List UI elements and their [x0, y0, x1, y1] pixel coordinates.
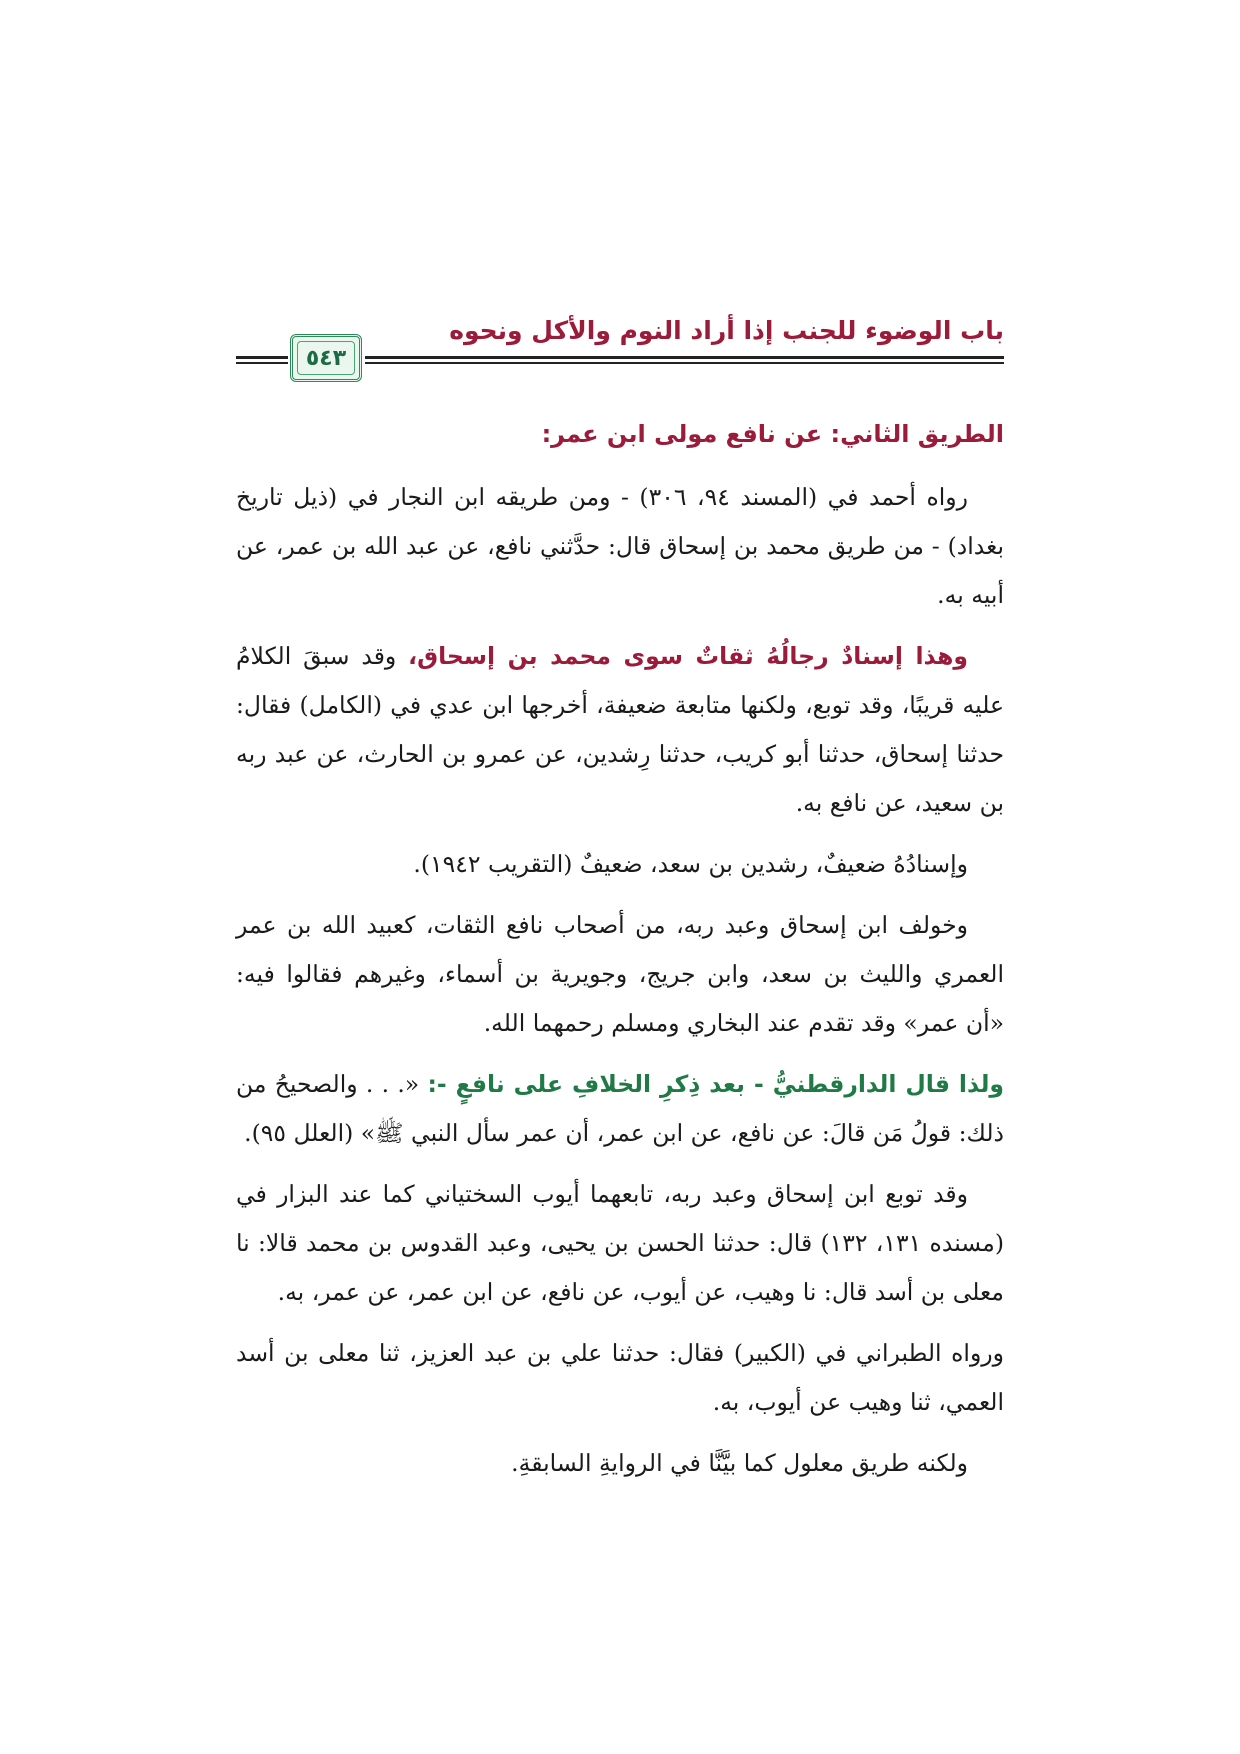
paragraph-2	[236, 632, 1004, 828]
paragraph-5-text: «. . . والصحيحُ من ذلك: قولُ مَن قالَ: عن نافع، عن ابن عمر، أن عمر سأل النبي ﷺ» (العلل ٩٥).	[236, 1070, 1004, 1147]
paragraph-6: وقد توبع ابن إسحاق وعبد ربه، تابعهما أيوب السختياني كما عند البزار في (مسنده ١٣١، ١٣٢) قال: حدثنا الحسن بن يحيى، وعبد القدوس بن محمد قالا: نا معلى بن أسد قال: نا وهيب، عن أيوب، عن نافع، عن ابن عمر، عن عمر، به.	[236, 1180, 1005, 1306]
page-body	[236, 410, 1004, 1500]
paragraph-3: وإسنادُهُ ضعيفٌ، رشدين بن سعد، ضعيفٌ (التقريب ١٩٤٢).	[413, 850, 968, 878]
paragraph-2-text: وقد سبقَ الكلامُ عليه قريبًا، وقد توبع، ولكنها متابعة ضعيفة، أخرجها ابن عدي في (الكامل) فقال: حدثنا إسحاق، حدثنا أبو كريب، حدثنا رِشدين، عن عمرو بن الحارث، عن عبد ربه بن سعيد، عن نافع به.	[236, 642, 1004, 817]
page-number: ٥٤٣	[305, 345, 347, 371]
paragraph-1: رواه أحمد في (المسند ٩٤، ٣٠٦) - ومن طريقه ابن النجار في (ذيل تاريخ بغداد) - من طريق محمد بن إسحاق قال: حدَّثني نافع، عن عبد الله بن عمر، عن أبيه به.	[236, 483, 1004, 609]
paragraph-8: ولكنه طريق معلول كما بيَّنَّا في الروايةِ السابقةِ.	[511, 1449, 968, 1477]
highlighted-phrase: وهذا إسنادٌ رجالُهُ ثقاتٌ سوى محمد بن إسحاق،	[408, 642, 968, 670]
section-heading: الطريق الثاني: عن نافع مولى ابن عمر:	[541, 420, 1004, 448]
header-rule-short	[236, 356, 288, 366]
page-number-badge	[290, 334, 362, 382]
header-rule	[365, 356, 1004, 366]
paragraph-7: ورواه الطبراني في (الكبير) فقال: حدثنا علي بن عبد العزيز، ثنا معلى بن أسد العمي، ثنا وهيب عن أيوب، به.	[236, 1339, 1004, 1416]
quote-intro: ولذا قال الدارقطنيُّ - بعد ذِكرِ الخلافِ على نافعٍ -:	[427, 1070, 1004, 1098]
paragraph-5	[236, 1060, 1004, 1158]
running-header-title: باب الوضوء للجنب إذا أراد النوم والأكل ونحوه	[449, 316, 1004, 345]
paragraph-4: وخولف ابن إسحاق وعبد ربه، من أصحاب نافع الثقات، كعبيد الله بن عمر العمري والليث بن سعد، وابن جريج، وجويرية بن أسماء، وغيرهم فقالوا فيه: «أن عمر» وقد تقدم عند البخاري ومسلم رحمهما الله.	[236, 911, 1004, 1037]
